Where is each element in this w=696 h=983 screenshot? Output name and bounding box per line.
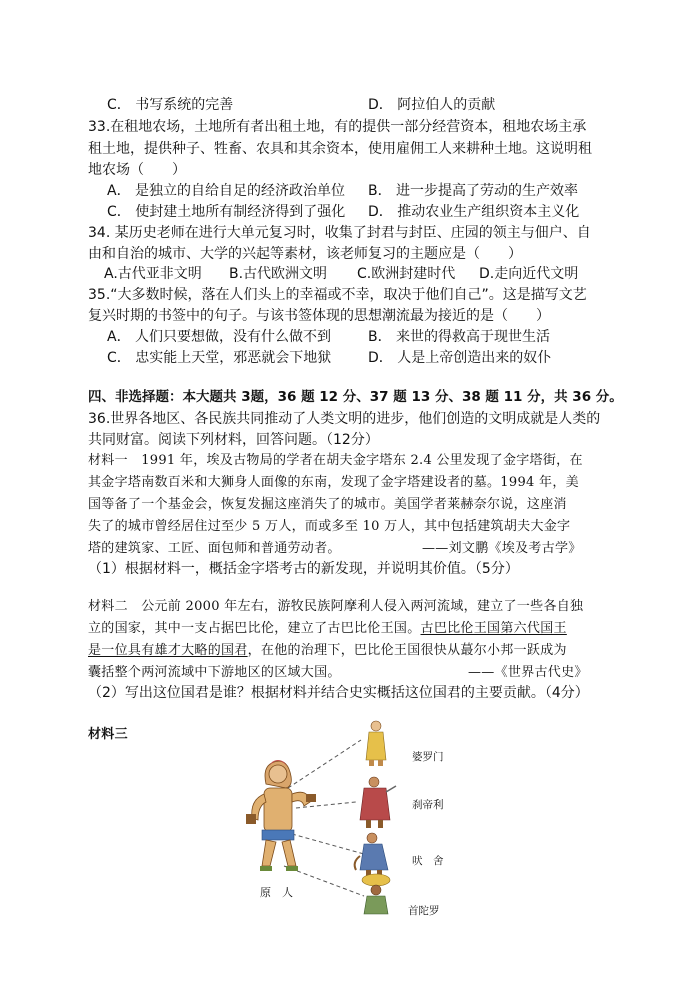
material-2-underlined-ruler: 是一位具有雄才大略的国君 [88, 643, 248, 658]
vaishya-figure [355, 833, 388, 877]
material-3-label: 材料三 [88, 727, 128, 742]
connector-vaishya [292, 834, 364, 854]
material-2-line-3-text: ，在他的治理下，巴比伦王国很快从蕞尔小邦一跃成为 [247, 643, 567, 658]
q35-option-d: D． 人是上帝创造出来的奴仆 [368, 350, 552, 366]
q33-stem-line-1: 33.在租地农场，土地所有者出租土地，有的提供一部分经营资本，租地农场主承 [88, 119, 587, 135]
q32-option-d: D． 阿拉伯人的贡献 [368, 97, 496, 113]
q34-option-b: B.古代欧洲文明 [229, 266, 328, 282]
material-1-source: ——刘文鹏《埃及考古学》 [422, 541, 582, 556]
primordial-man-figure [246, 760, 316, 871]
shudra-figure [362, 874, 390, 914]
material-2-line-2-text: 立的国家，其中一支占据巴比伦，建立了古巴比伦王国。 [88, 621, 421, 636]
material-2-underlined-king: 古巴比伦王国第六代国王 [420, 621, 567, 636]
material-1-line-2: 其金字塔南数百米和大狮身人面像的东南，发现了金字塔建设者的墓。1994 年，美 [88, 475, 579, 490]
q35-option-b: B． 来世的得救高于现世生活 [368, 329, 551, 345]
q33-option-d: D． 推动农业生产组织资本主义化 [368, 204, 580, 220]
q33-stem-line-2: 租土地，提供种子、牲畜、农具和其余资本，使用雇佣工人来耕种土地。这说明租 [88, 141, 592, 157]
q33-stem-line-3: 地农场（ ） [88, 162, 186, 178]
caste-figure-svg [236, 716, 456, 918]
q33-option-a: A． 是独立的自给自足的经济政治单位 [107, 183, 346, 199]
q35-option-c: C． 忠实能上天堂，邪恶就会下地狱 [107, 350, 332, 366]
q33-option-c: C． 使封建土地所有制经济得到了强化 [107, 204, 346, 220]
q32-option-c: C． 书写系统的完善 [107, 97, 234, 113]
material-2-line-2 [88, 620, 567, 638]
q35-stem-line-2: 复兴时期的书签中的句子。与该书签体现的思想潮流最为接近的是（ ） [88, 308, 550, 324]
q34-stem-line-2: 由和自治的城市、大学的兴起等素材，该老师复习的主题应是（ ） [88, 246, 522, 262]
material-1-line-3: 国等备了一个基金会，恢复发掘这座消失了的城市。美国学者莱赫奈尔说，这座消 [88, 497, 567, 512]
material-1-line-1: 材料一 1991 年，埃及古物局的学者在胡夫金字塔东 2.4 公里发现了金字塔街，在 [88, 453, 583, 468]
caste-kshatriya-label: 刹帝利 [412, 799, 444, 811]
caste-vaishya-label: 吠 舍 [412, 855, 444, 867]
q35-stem-line-1: 35.“大多数时候，落在人们头上的幸福或不幸，取决于他们自己”。这是描写文艺 [88, 287, 587, 303]
q36-stem-line-1: 36.世界各地区、各民族共同推动了人类文明的进步，他们创造的文明成就是人类的 [88, 411, 601, 427]
q34-stem-line-1: 34. 某历史老师在进行大单元复习时，收集了封君与封臣、庄园的领主与佃户、自 [88, 225, 591, 241]
caste-shudra-label: 首陀罗 [408, 905, 440, 917]
material-2-source: ——《世界古代史》 [468, 665, 588, 680]
brahmin-figure [366, 721, 386, 766]
q36-subquestion-1: （1）根据材料一，概括金字塔考古的新发现，并说明其价值。（5分） [88, 561, 519, 577]
material-2-line-4: 囊括整个两河流域中下游地区的区域大国。 [88, 665, 341, 680]
kshatriya-figure [360, 777, 396, 828]
material-2-line-3 [88, 642, 567, 660]
material-1-line-5: 塔的建筑家、工匠、面包师和普通劳动者。 [88, 541, 341, 556]
section-4-heading: 四、非选择题：本大题共 3题，36 题 12 分、37 题 13 分、38 题 11 分，共 36 分。 [88, 389, 623, 405]
connector-brahmin [288, 740, 361, 788]
q36-subquestion-2: （2）写出这位国君是谁？根据材料并结合史实概括这位国君的主要贡献。（4分） [88, 685, 589, 701]
q34-option-d: D.走向近代文明 [479, 266, 579, 282]
origin-label: 原 人 [260, 886, 293, 899]
q36-stem-line-2: 共同财富。阅读下列材料，回答问题。（12分） [88, 432, 379, 448]
caste-system-illustration [236, 716, 456, 918]
q34-option-c: C.欧洲封建时代 [357, 266, 456, 282]
caste-brahmin-label: 婆罗门 [412, 751, 444, 763]
q35-option-a: A． 人们只要想做，没有什么做不到 [107, 329, 332, 345]
material-2-line-1: 材料二 公元前 2000 年左右，游牧民族阿摩利人侵入两河流域，建立了一些各自独 [88, 599, 584, 614]
q33-option-b: B． 进一步提高了劳动的生产效率 [368, 183, 579, 199]
q34-option-a: A.古代亚非文明 [104, 266, 202, 282]
material-1-line-4: 失了的城市曾经居住过至少 5 万人，而或多至 10 万人，其中包括建筑胡夫大金字 [88, 519, 571, 534]
